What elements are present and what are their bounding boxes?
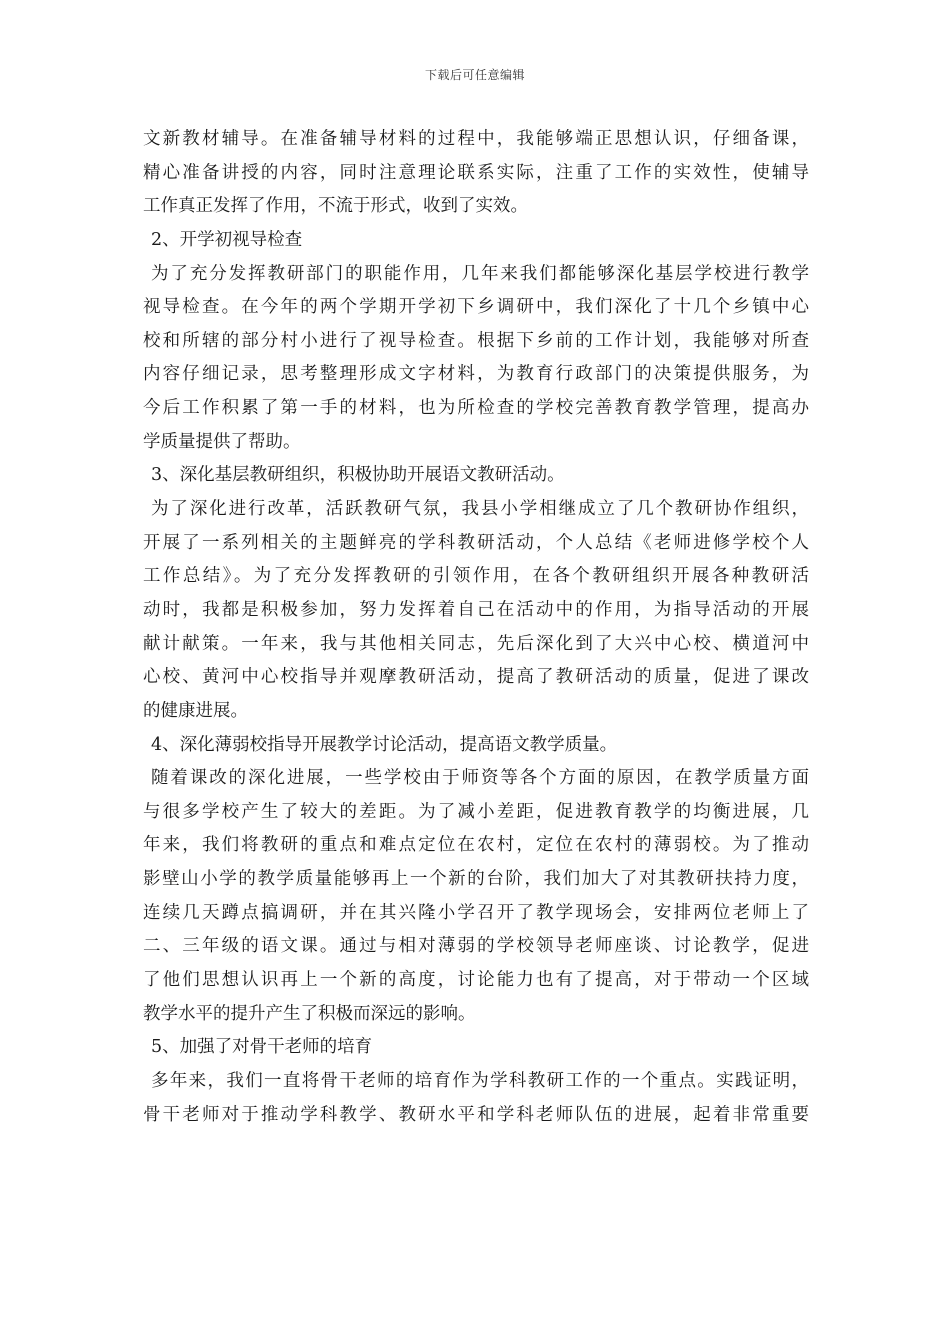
text-line: 随着课改的深化进展，一些学校由于师资等各个方面的原因，在教学质量方面: [151, 768, 809, 789]
text-line: 多年来，我们一直将骨干老师的培育作为学科教研工作的一个重点。实践证明，: [151, 1070, 809, 1091]
text-line: 为了深化进行改革，活跃教研气氛，我县小学相继成立了几个教研协作组织，: [151, 499, 809, 520]
text-line: 动时，我都是积极参加，努力发挥着自己在活动中的作用，为指导活动的开展: [143, 599, 809, 620]
text-line: 教学水平的提升产生了积极而深远的影响。: [143, 1003, 476, 1024]
text-line: 精心准备讲授的内容，同时注意理论联系实际，注重了工作的实效性，使辅导: [143, 162, 809, 183]
document-body: [143, 123, 809, 1132]
text-line: 内容仔细记录，思考整理形成文字材料，为教育行政部门的决策提供服务，为: [143, 364, 809, 385]
text-line: 心校、黄河中心校指导并观摩教研活动，提高了教研活动的质量，促进了课改: [143, 667, 809, 688]
text-line: 骨干老师对于推动学科教学、教研水平和学科老师队伍的进展，起着非常重要: [143, 1104, 809, 1125]
text-line: 学质量提供了帮助。: [143, 431, 301, 452]
text-line: 4、深化薄弱校指导开展教学讨论活动，提高语文教学质量。: [151, 734, 618, 755]
text-line: 二、三年级的语文课。通过与相对薄弱的学校领导老师座谈、讨论教学，促进: [143, 936, 809, 957]
text-line: 视导检查。在今年的两个学期开学初下乡调研中，我们深化了十几个乡镇中心: [143, 297, 809, 318]
text-line: 工作真正发挥了作用，不流于形式，收到了实效。: [143, 196, 528, 217]
text-line: 的健康进展。: [143, 700, 248, 721]
text-line: 了他们思想认识再上一个新的高度，讨论能力也有了提高，对于带动一个区域: [143, 970, 809, 991]
text-line: 工作总结》。为了充分发挥教研的引领作用，在各个教研组织开展各种教研活: [143, 566, 809, 587]
page-header: 下载后可任意编辑: [424, 68, 525, 82]
text-line: 连续几天蹲点搞调研，并在其兴隆小学召开了教学现场会，安排两位老师上了: [143, 902, 809, 923]
text-line: 3、深化基层教研组织，积极协助开展语文教研活动。: [151, 465, 565, 486]
text-line: 今后工作积累了第一手的材料，也为所检查的学校完善教育教学管理，提高办: [143, 398, 809, 419]
text-line: 2、开学初视导检查: [151, 229, 303, 250]
text-line: 开展了一系列相关的主题鲜亮的学科教研活动，个人总结《老师进修学校个人: [143, 532, 809, 553]
text-line: 校和所辖的部分村小进行了视导检查。根据下乡前的工作计划，我能够对所查: [143, 330, 809, 351]
text-line: 与很多学校产生了较大的差距。为了减小差距，促进教育教学的均衡进展，几: [143, 801, 809, 822]
text-line: 影壁山小学的教学质量能够再上一个新的台阶，我们加大了对其教研扶持力度，: [143, 869, 809, 890]
text-line: 文新教材辅导。在准备辅导材料的过程中，我能够端正思想认识，仔细备课，: [143, 129, 809, 149]
text-line: 年来，我们将教研的重点和难点定位在农村，定位在农村的薄弱校。为了推动: [143, 835, 809, 856]
text-line: 献计献策。一年来，我与其他相关同志，先后深化到了大兴中心校、横道河中: [143, 633, 809, 654]
text-line: 为了充分发挥教研部门的职能作用，几年来我们都能够深化基层学校进行教学: [151, 263, 809, 284]
text-line: 5、加强了对骨干老师的培育: [151, 1037, 373, 1058]
